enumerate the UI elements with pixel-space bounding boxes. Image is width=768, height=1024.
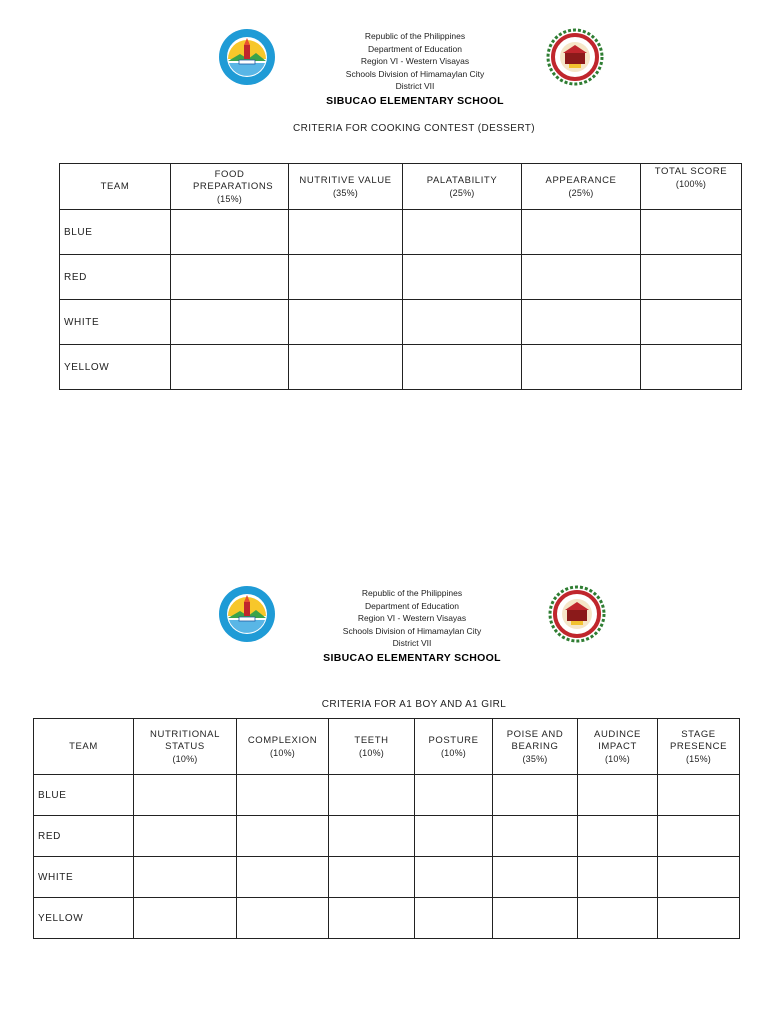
deped-himamaylan-seal-icon: [218, 28, 276, 86]
column-header-team: TEAM: [60, 164, 171, 210]
score-cell: [658, 816, 740, 857]
school-name: SIBUCAO ELEMENTARY SCHOOL: [323, 651, 501, 664]
score-cell: [403, 300, 522, 345]
team-name: WHITE: [34, 857, 134, 898]
score-cell: [641, 255, 742, 300]
score-cell: [493, 857, 578, 898]
deped-himamaylan-seal-icon: [218, 585, 276, 643]
letterhead: [280, 30, 550, 107]
header-line-division: Schools Division of Himamaylan City: [342, 625, 482, 636]
header-line-region: Region VI - Western Visayas: [360, 56, 470, 66]
score-cell: [522, 300, 641, 345]
column-header-audince-impact: AUDINCE IMPACT (10%): [578, 719, 658, 775]
score-cell: [289, 255, 403, 300]
score-cell: [134, 857, 237, 898]
score-cell: [171, 210, 289, 255]
school-name: SIBUCAO ELEMENTARY SCHOOL: [326, 94, 504, 107]
column-header-food-preparations: FOOD PREPARATIONS (15%): [171, 164, 289, 210]
score-cell: [329, 857, 415, 898]
table-row: [34, 775, 740, 816]
score-cell: [658, 898, 740, 939]
score-cell: [289, 300, 403, 345]
header-line-department: Department of Education: [367, 43, 463, 54]
table-row: [34, 898, 740, 939]
score-cell: [641, 300, 742, 345]
column-header-teeth: TEETH (10%): [329, 719, 415, 775]
column-header-nutritional-status: NUTRITIONAL STATUS (10%): [134, 719, 237, 775]
column-header-poise-and-bearing: POISE AND BEARING (35%): [493, 719, 578, 775]
header-line-department: Department of Education: [364, 600, 460, 611]
score-cell: [658, 775, 740, 816]
score-cell: [289, 210, 403, 255]
table-row: [34, 857, 740, 898]
header-line-district: District VII: [395, 81, 435, 91]
team-name: YELLOW: [34, 898, 134, 939]
score-table-cooking: [59, 163, 742, 390]
score-cell: [329, 898, 415, 939]
score-cell: [578, 898, 658, 939]
table-header-row: [60, 164, 742, 210]
score-cell: [415, 775, 493, 816]
column-header-total-score: TOTAL SCORE (100%): [641, 164, 742, 210]
header-line-region: Region VI - Western Visayas: [357, 613, 467, 623]
column-header-palatability: PALATABILITY (25%): [403, 164, 522, 210]
score-cell: [578, 816, 658, 857]
sibucao-elementary-school-seal-icon: [545, 28, 605, 86]
table-row: [34, 816, 740, 857]
table-row: [60, 255, 742, 300]
score-cell: [403, 255, 522, 300]
score-cell: [415, 898, 493, 939]
team-name: WHITE: [60, 300, 171, 345]
team-name: BLUE: [34, 775, 134, 816]
column-header-stage-presence: STAGE PRESENCE (15%): [658, 719, 740, 775]
score-cell: [641, 210, 742, 255]
score-cell: [237, 775, 329, 816]
score-cell: [403, 345, 522, 390]
score-cell: [415, 857, 493, 898]
score-cell: [522, 210, 641, 255]
score-cell: [289, 345, 403, 390]
score-cell: [493, 775, 578, 816]
score-cell: [134, 775, 237, 816]
score-cell: [134, 816, 237, 857]
score-cell: [403, 210, 522, 255]
score-cell: [658, 857, 740, 898]
team-name: RED: [60, 255, 171, 300]
score-cell: [522, 255, 641, 300]
score-table-a1-boy-girl: [33, 718, 740, 939]
header-line-division: Schools Division of Himamaylan City: [345, 68, 485, 79]
header-line-district: District VII: [392, 638, 432, 648]
score-cell: [641, 345, 742, 390]
team-name: YELLOW: [60, 345, 171, 390]
team-name: RED: [34, 816, 134, 857]
score-cell: [329, 816, 415, 857]
letterhead: [277, 587, 547, 664]
column-header-nutritive-value: NUTRITIVE VALUE (35%): [289, 164, 403, 210]
score-cell: [134, 898, 237, 939]
criteria-title: CRITERIA FOR COOKING CONTEST (DESSERT): [292, 123, 536, 134]
table-row: [60, 345, 742, 390]
score-cell: [415, 816, 493, 857]
score-cell: [329, 775, 415, 816]
column-header-posture: POSTURE (10%): [415, 719, 493, 775]
column-header-appearance: APPEARANCE (25%): [522, 164, 641, 210]
score-cell: [171, 255, 289, 300]
table-row: [60, 300, 742, 345]
header-line-republic: Republic of the Philippines: [364, 31, 466, 41]
score-cell: [493, 898, 578, 939]
score-cell: [237, 816, 329, 857]
table-row: [60, 210, 742, 255]
column-header-team: TEAM: [34, 719, 134, 775]
score-cell: [237, 898, 329, 939]
score-cell: [171, 345, 289, 390]
column-header-complexion: COMPLEXION (10%): [237, 719, 329, 775]
sibucao-elementary-school-seal-icon: [547, 585, 607, 643]
header-line-republic: Republic of the Philippines: [361, 588, 463, 598]
score-cell: [578, 775, 658, 816]
score-cell: [237, 857, 329, 898]
score-cell: [522, 345, 641, 390]
criteria-title: CRITERIA FOR A1 BOY AND A1 GIRL: [321, 699, 507, 710]
team-name: BLUE: [60, 210, 171, 255]
score-cell: [493, 816, 578, 857]
table-header-row: [34, 719, 740, 775]
score-cell: [578, 857, 658, 898]
score-cell: [171, 300, 289, 345]
